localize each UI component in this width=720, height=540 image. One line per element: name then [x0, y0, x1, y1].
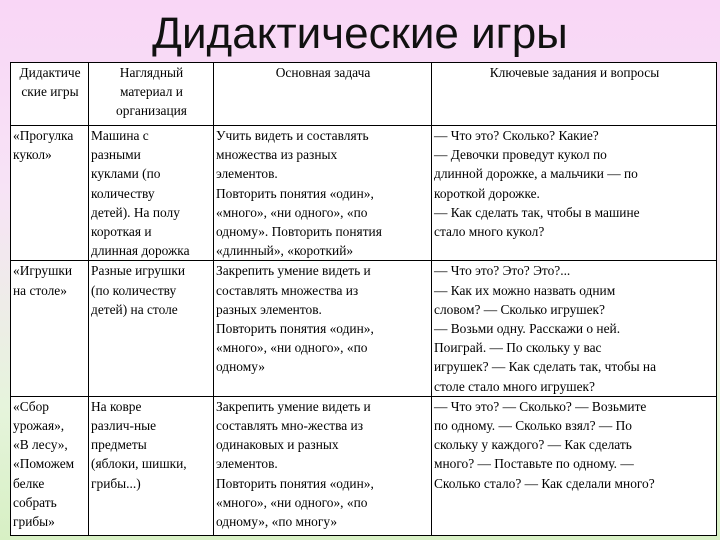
cell-game: «Сбор урожая», «В лесу», «Поможем белке собрать грибы»	[11, 396, 89, 535]
table-row	[11, 126, 717, 261]
table-header-row	[11, 63, 717, 126]
header-main-task: Основная задача	[214, 63, 432, 126]
page-title: Дидактические игры	[152, 9, 568, 58]
cell-questions: — Что это? — Сколько? — Возьмите по одному. — Сколько взял? — По скольку у каждого? — Как сделать много? — Поставьте по одному. — Сколько стало? — Как сделали много?	[432, 396, 717, 535]
cell-material: На ковре различ-ные предметы (яблоки, шишки, грибы...)	[89, 396, 214, 535]
table-row	[11, 261, 717, 396]
cell-questions: — Что это? Это? Это?... — Как их можно назвать одним словом? — Сколько игрушек? — Возьми одну. Расскажи о ней. Поиграй. — По скольку у вас игрушек? — Как сделать так, чтобы на столе стало много игрушек?	[432, 261, 717, 396]
cell-task: Закрепить умение видеть и составлять множества из разных элементов. Повторить понятия «один», «много», «ни одного», «по одному»	[214, 261, 432, 396]
cell-game: «Прогулка кукол»	[11, 126, 89, 261]
table-row	[11, 396, 717, 535]
cell-material: Машина с разными куклами (по количеству детей). На полу короткая и длинная дорожка	[89, 126, 214, 261]
cell-task: Учить видеть и составлять множества из разных элементов. Повторить понятия «один», «много», «ни одного», «по одному». Повторить понятия «длинный», «короткий»	[214, 126, 432, 261]
didactic-games-table	[10, 62, 717, 536]
header-games: Дидактиче ские игры	[11, 63, 89, 126]
cell-game: «Игрушки на столе»	[11, 261, 89, 396]
header-material: Наглядный материал и организация	[89, 63, 214, 126]
cell-material: Разные игрушки (по количеству детей) на столе	[89, 261, 214, 396]
cell-questions: — Что это? Сколько? Какие? — Девочки проведут кукол по длинной дорожке, а мальчики — по короткой дорожке. — Как сделать так, чтобы в машине стало много кукол?	[432, 126, 717, 261]
header-questions: Ключевые задания и вопросы	[432, 63, 717, 126]
cell-task: Закрепить умение видеть и составлять мно-жества из одинаковых и разных элементов. Повторить понятия «один», «много», «ни одного», «по одному», «по многу»	[214, 396, 432, 535]
